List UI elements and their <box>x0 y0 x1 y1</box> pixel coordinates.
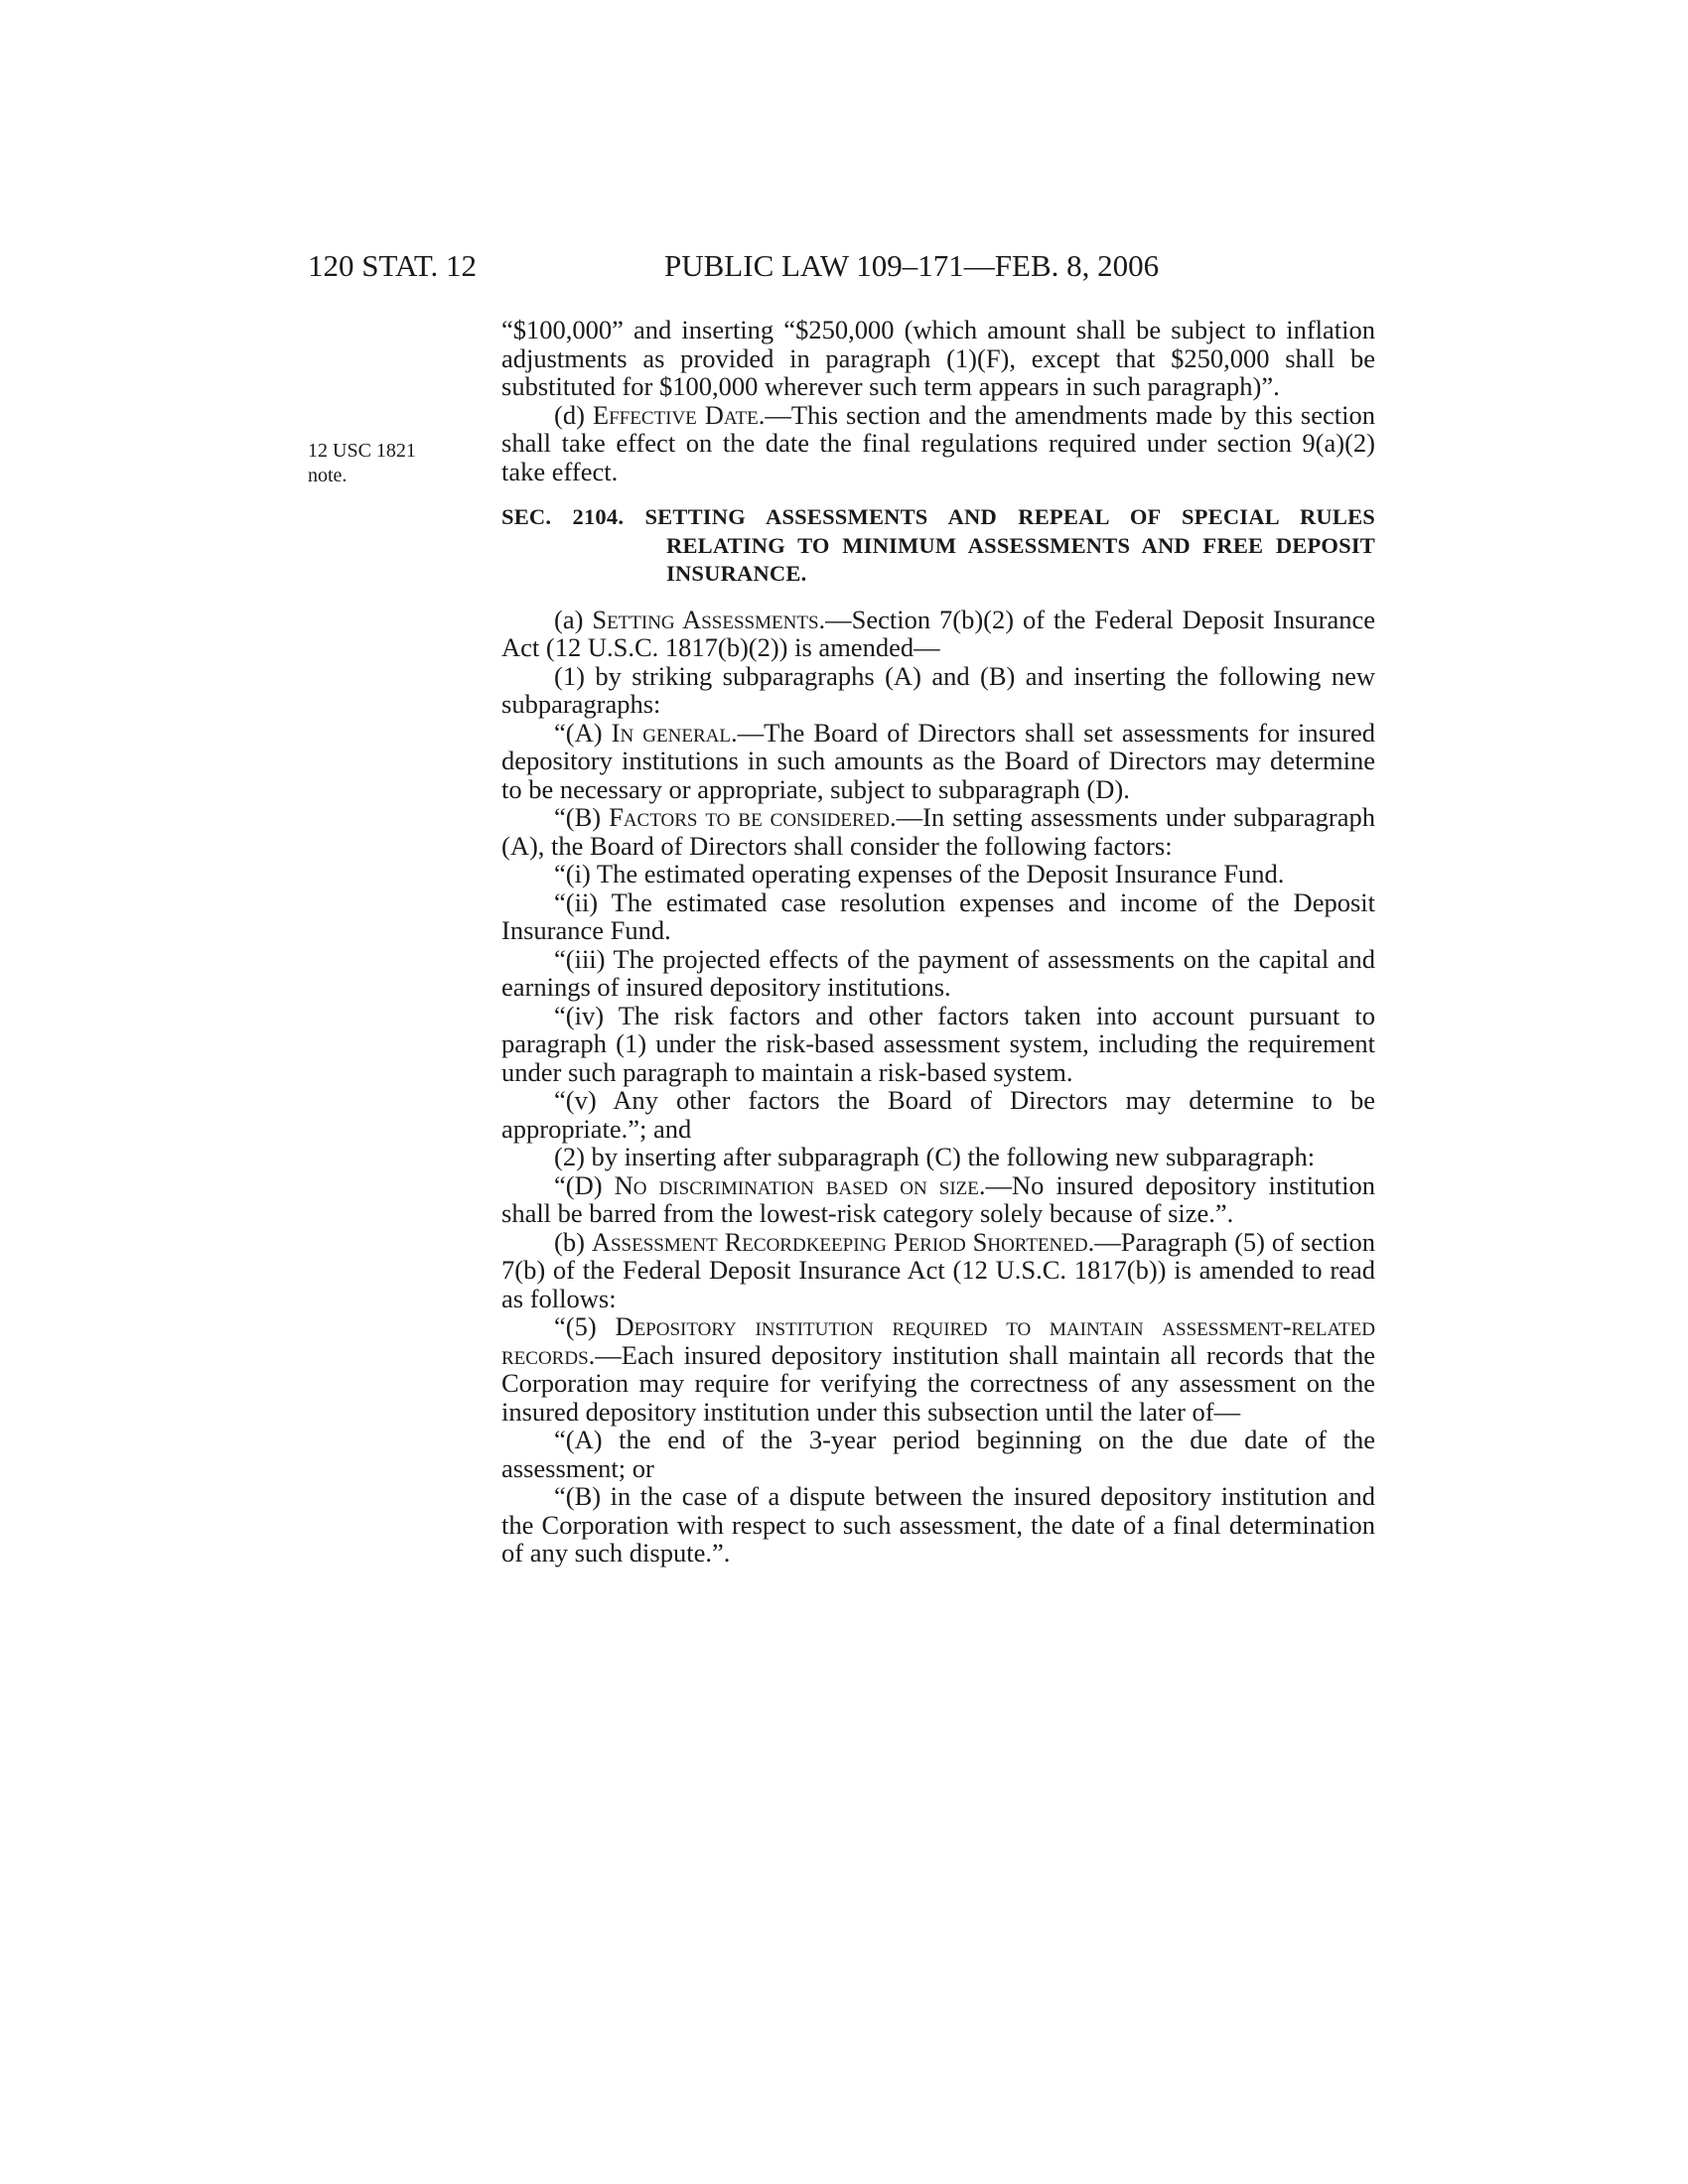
margin-citation-note <box>308 439 457 488</box>
stat-page-number: 120 STAT. 12 <box>308 248 478 283</box>
subparagraph-heading: No discrimination based on size <box>614 1169 979 1200</box>
margin-note-label: note. <box>308 465 348 486</box>
running-header <box>308 246 1370 286</box>
subparagraph-D: “(D) No discrimination based on size.—No insured depository institution shall be barred from the lowest-risk category solely because of size.”. <box>501 1169 1375 1228</box>
margin-citation: 12 USC 1821 <box>308 440 416 462</box>
clause-ii: “(ii) The estimated case resolution expenses and income of the Deposit Insurance Fund. <box>501 887 1375 945</box>
subparagraph-A: “(A) In general.—The Board of Directors shall set assessments for insured depository institutions in such amounts as the Board of Directors may determine to be necessary or appropriate, subject to subparagraph (D). <box>501 717 1376 804</box>
paragraph-5: “(5) Depository institution required to maintain assessment-related records.—Each insured depository institution shall maintain all records that the Corporation may require for verifying the correctness of any assessment on the insured depository institution under this subsection until the later of— <box>501 1311 1375 1427</box>
subsection-heading: Assessment Recordkeeping Period Shortened <box>591 1226 1088 1257</box>
section-heading: SEC. 2104. SETTING ASSESSMENTS AND REPEAL OF SPECIAL RULES RELATING TO MINIMUM ASSESSMENTS AND FREE DEPOSIT INSURANCE. <box>501 504 1375 586</box>
clause-iii: “(iii) The projected effects of the payment of assessments on the capital and earnings of insured depository institutions. <box>501 943 1375 1002</box>
paragraph-5-A: “(A) the end of the 3-year period beginning on the due date of the assessment; or <box>501 1425 1375 1483</box>
paragraph-heading: Depository institution required to maintain assessment-related records <box>501 1311 1375 1370</box>
statute-body <box>501 316 1375 1568</box>
subsection-heading: Effective Date <box>592 399 759 430</box>
subparagraph-heading: In general <box>611 717 731 748</box>
clause-iv: “(iv) The risk factors and other factors taken into account pursuant to paragraph (1) under the risk-based assessment system, including the requirement under such paragraph to maintain a risk-based system. <box>501 1000 1375 1087</box>
subparagraph-heading: Factors to be considered <box>609 802 890 832</box>
subsection-a: (a) Setting Assessments.—Section 7(b)(2) of the Federal Deposit Insurance Act (12 U.S.C. 1817(b)(2)) is amended— <box>501 604 1375 662</box>
subsection-d: (d) Effective Date.—This section and the amendments made by this section shall take effect on the date the final regulations required under section 9(a)(2) take effect. <box>501 399 1375 486</box>
paragraph-5-B: “(B) in the case of a dispute between the insured depository institution and the Corporation with respect to such assessment, the date of a final determination of any such dispute.”. <box>501 1481 1375 1568</box>
paragraph-continuation: “$100,000” and inserting “$250,000 (which amount shall be subject to inflation adjustments as provided in paragraph (1)(F), except that $250,000 shall be substituted for $100,000 wherever such term appears in such paragraph)”. <box>501 315 1375 401</box>
paragraph-a1: (1) by striking subparagraphs (A) and (B) and inserting the following new subparagraphs: <box>501 660 1375 719</box>
subsection-b: (b) Assessment Recordkeeping Period Shortened.—Paragraph (5) of section 7(b) of the Federal Deposit Insurance Act (12 U.S.C. 1817(b)) is amended to read as follows: <box>501 1226 1375 1313</box>
paragraph-a2: (2) by inserting after subparagraph (C) the following new subparagraph: <box>554 1142 1316 1171</box>
subsection-heading: Setting Assessments <box>592 604 819 634</box>
clause-i: “(i) The estimated operating expenses of the Deposit Insurance Fund. <box>554 859 1285 888</box>
public-law-title: PUBLIC LAW 109–171—FEB. 8, 2006 <box>664 248 1160 283</box>
subparagraph-B: “(B) Factors to be considered.—In setting assessments under subparagraph (A), the Board of Directors shall consider the following factors: <box>501 802 1375 861</box>
clause-v: “(v) Any other factors the Board of Directors may determine to be appropriate.”; and <box>501 1085 1375 1144</box>
